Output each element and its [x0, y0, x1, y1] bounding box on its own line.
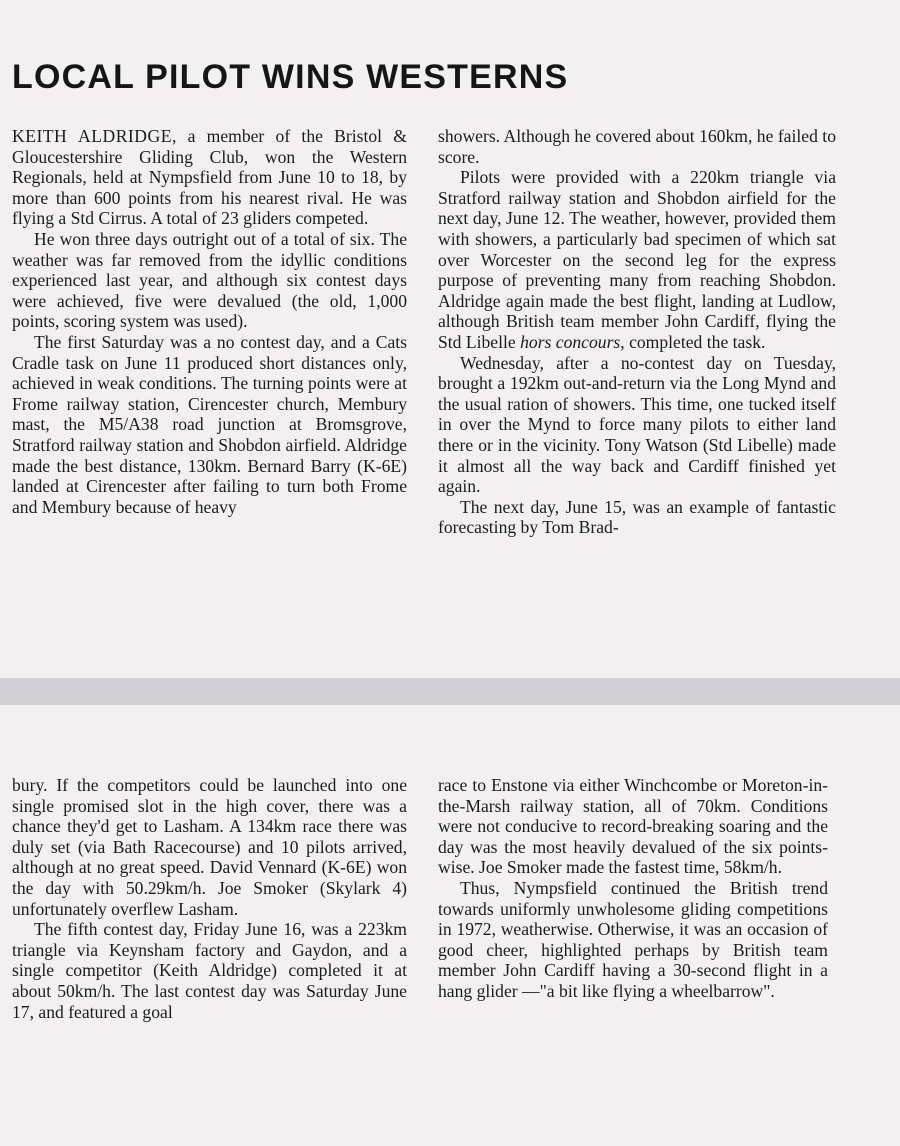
article-paragraph: The next day, June 15, was an example of fantastic forecasting by Tom Brad- — [438, 496, 836, 538]
clipping-divider — [0, 678, 900, 705]
article-column-2 — [438, 126, 836, 538]
article-column-3 — [12, 775, 407, 1022]
article-paragraph: Wednesday, after a no-contest day on Tuesday, brought a 192km out-and-return via the Long Mynd and the usual ration of showers. This time, one tucked itself in over the Mynd to force many pilots to either land there or in the vicinity. Tony Watson (Std Libelle) made it almost all the way back and Cardiff finished yet again. — [438, 352, 836, 497]
article-paragraph: showers. Although he covered about 160km, he failed to score. — [438, 126, 836, 167]
paragraph-text: , a member of the Bristol & Gloucestershire Gliding Club, won the Western Regionals, held at Nympsfield from June 10 to 18, by more than 600 points from his nearest rival. He was flying a Std Cirrus. A total of 23 gliders competed. — [12, 126, 407, 229]
article-paragraph: Thus, Nympsfield continued the British trend towards uniformly unwholesome gliding competitions in 1972, weatherwise. Otherwise, it was an occasion of good cheer, highlighted perhaps by British team member John Cardiff having a 30-second flight in a hang glider —"a bit like flying a wheelbarrow". — [438, 877, 828, 1001]
article-paragraph: bury. If the competitors could be launched into one single promised slot in the high cover, there was a chance they'd get to Lasham. A 134km race there was duly set (via Bath Racecourse) and 10 pilots arrived, although at no great speed. David Vennard (K-6E) won the day with 50.29km/h. Joe Smoker (Skylark 4) unfortunately overflew Lasham. — [12, 775, 407, 919]
italic-phrase: hors concours — [520, 331, 621, 352]
article-paragraph: The first Saturday was a no contest day, and a Cats Cradle task on June 11 produced short distances only, achieved in weak conditions. The turning points were at Frome railway station, Cirencester church, Membury mast, the M5/A38 road junction at Bromsgrove, Stratford railway station and Shobdon airfield. Aldridge made the best distance, 130km. Bernard Barry (K-6E) landed at Cirencester after failing to turn both Frome and Membury because of heavy — [12, 331, 407, 517]
article-column-4 — [438, 775, 828, 1002]
paragraph-text: Pilots were provided with a 220km triangle via Stratford railway station and Shobdon airfield for the next day, June 12. The weather, however, provided them with showers, a particularly bad specimen of which sat over Worcester on the second leg for the express purpose of preventing many from reaching Shobdon. Aldridge again made the best flight, landing at Ludlow, although British team member John Cardiff, flying the Std Libelle — [438, 167, 836, 352]
article-headline: LOCAL PILOT WINS WESTERNS — [12, 58, 569, 96]
paragraph-text-end: , completed the task. — [620, 331, 766, 352]
article-paragraph — [12, 126, 407, 229]
article-column-1 — [12, 126, 407, 517]
lead-name: KEITH ALDRIDGE — [12, 126, 172, 146]
article-paragraph: He won three days outright out of a total of six. The weather was far removed from the idyllic conditions experienced last year, and although six contest days were achieved, five were devalued (the old, 1,000 points, scoring system was used). — [12, 228, 407, 332]
article-paragraph: The fifth contest day, Friday June 16, was a 223km triangle via Keynsham factory and Gaydon, and a single competitor (Keith Aldridge) completed it at about 50km/h. The last contest day was Saturday June 17, and featured a goal — [12, 919, 407, 1022]
article-paragraph: race to Enstone via either Winchcombe or Moreton-in-the-Marsh railway station, all of 70km. Conditions were not conducive to record-breaking soaring and the day was the most heavily devalued of the six points-wise. Joe Smoker made the fastest time, 58km/h. — [438, 775, 828, 878]
article-paragraph — [438, 167, 836, 352]
